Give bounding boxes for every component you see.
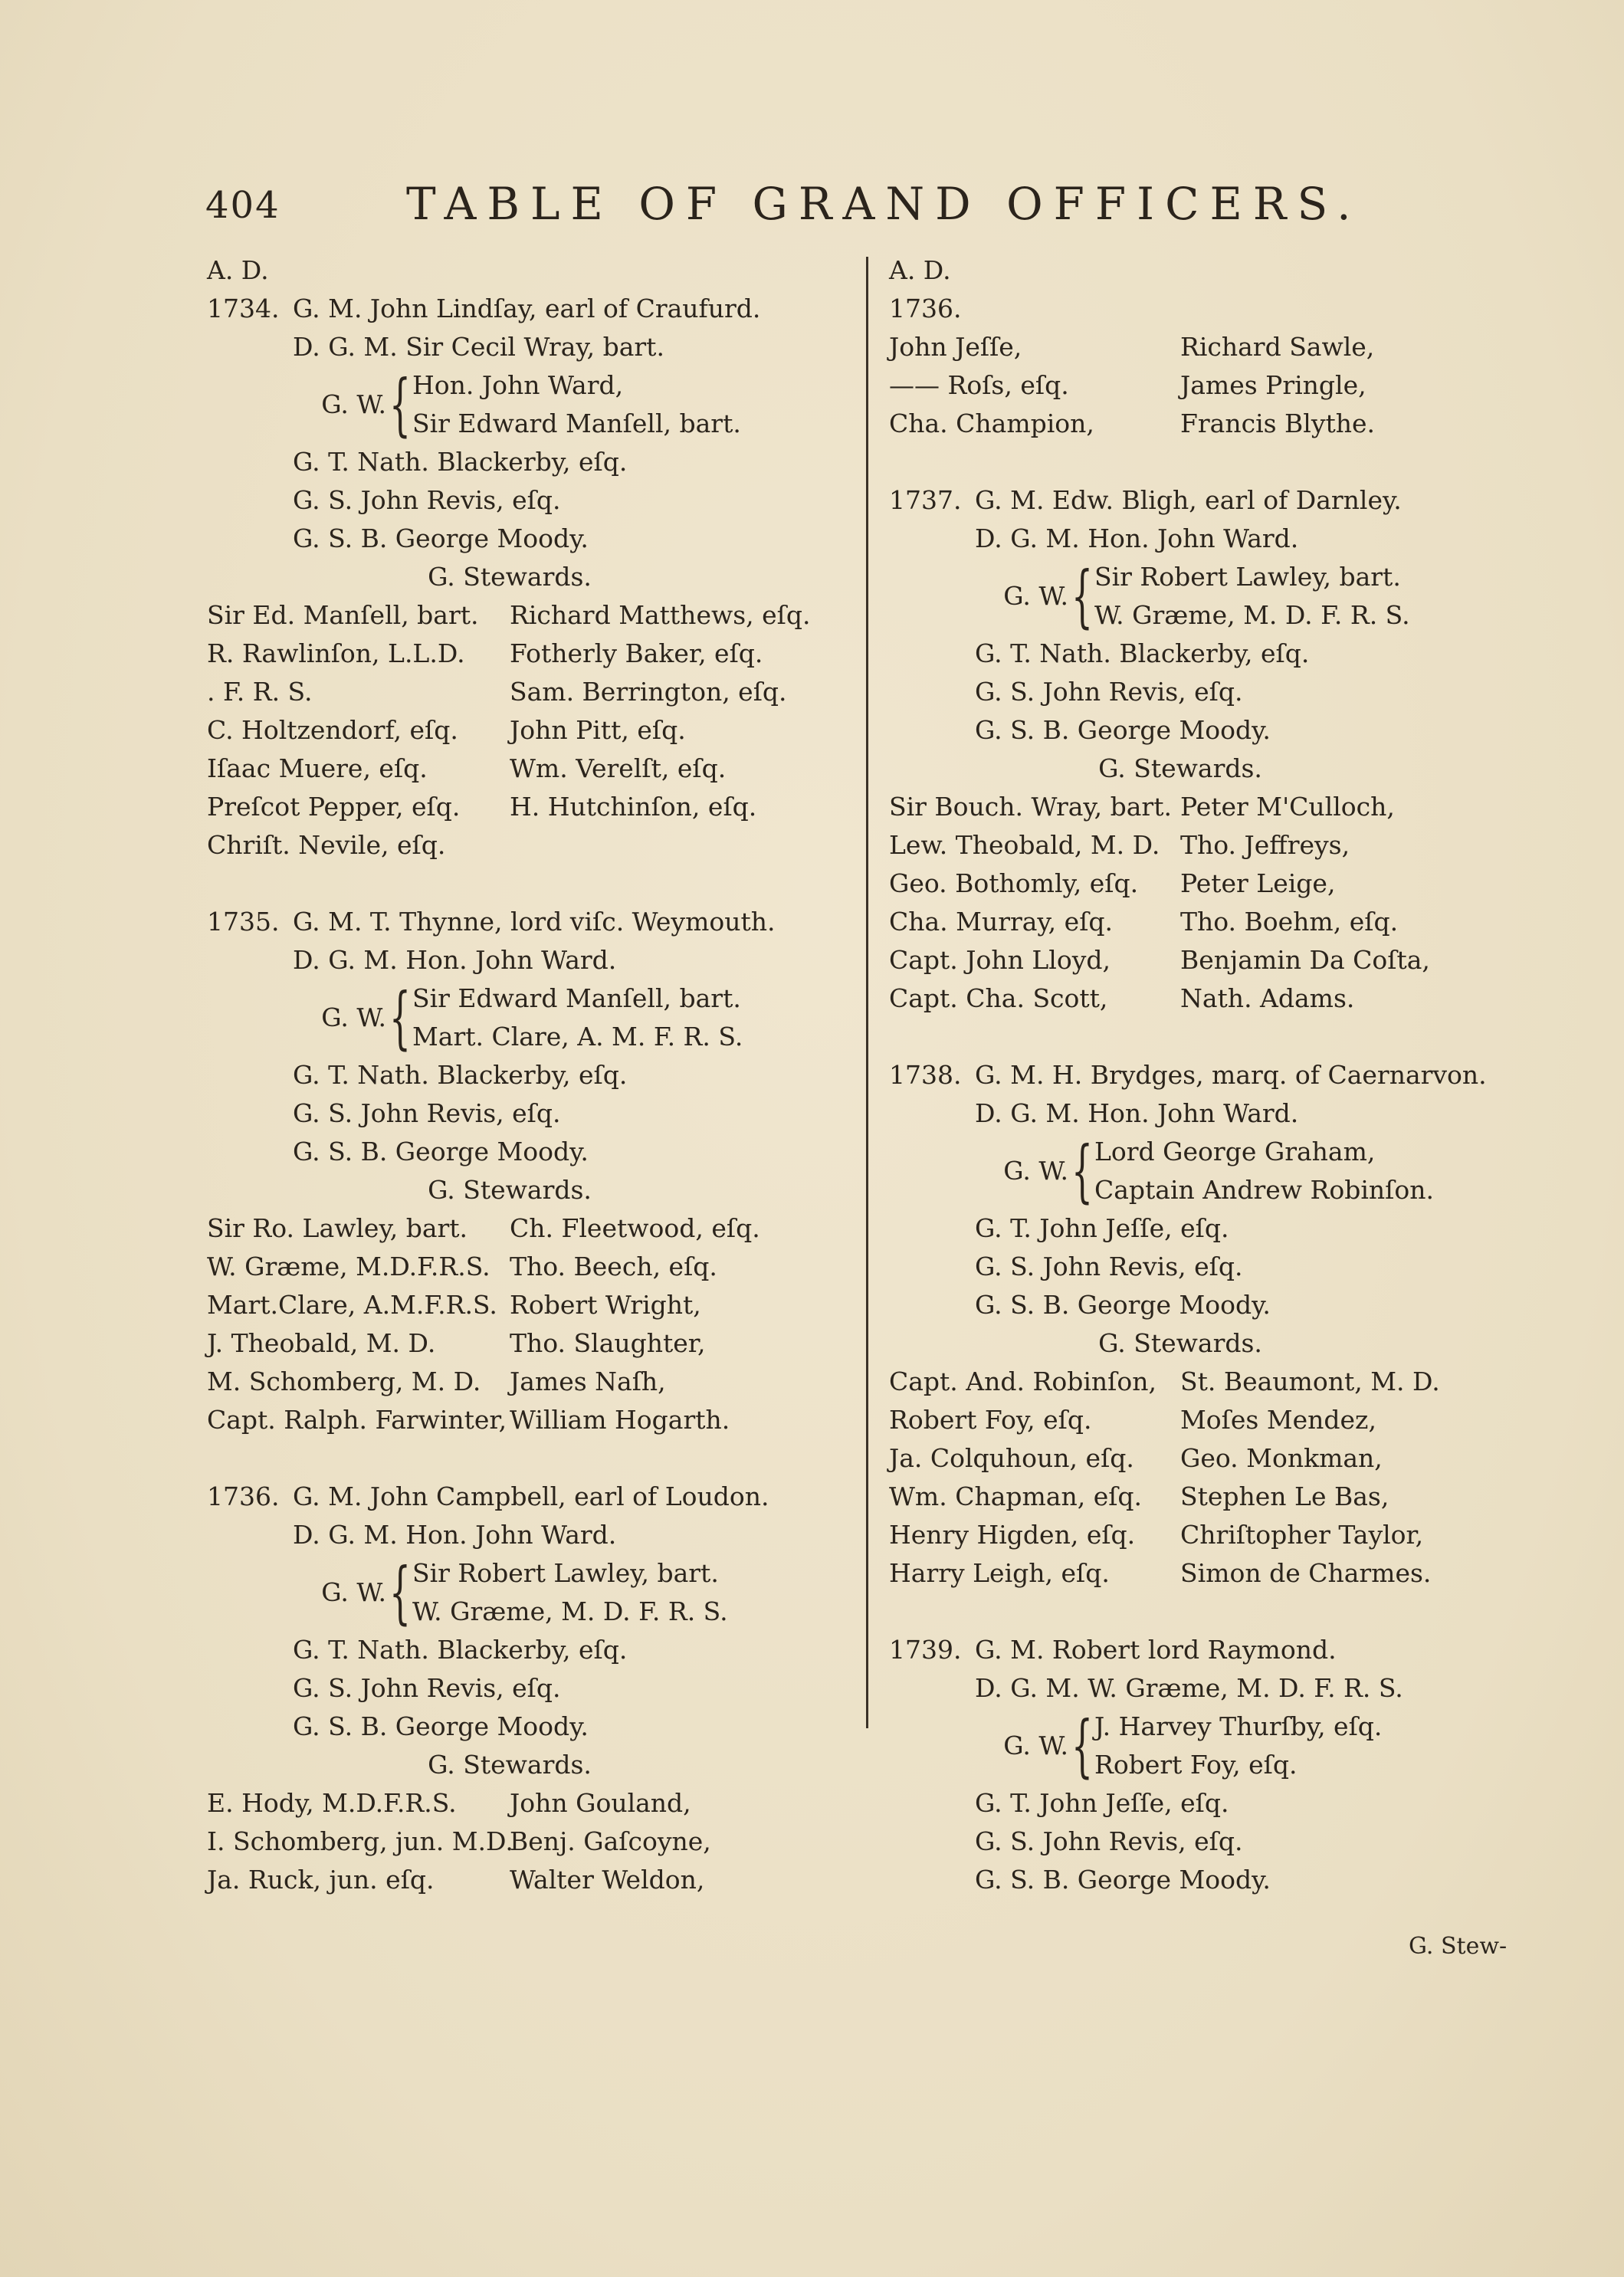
steward: Nath. Adams. [1180, 983, 1355, 1013]
steward: Tho. Boehm, eſq. [1180, 907, 1399, 937]
steward: Chriſt. Nevile, eſq. [207, 830, 446, 860]
grand-wardens-names [412, 1554, 728, 1631]
steward: Capt. Cha. Scott, [889, 983, 1108, 1013]
steward: Tho. Jeffreys, [1180, 830, 1350, 860]
warden-2: Robert Foy, eſq. [1094, 1750, 1298, 1780]
steward: Robert Foy, eſq. [889, 1405, 1092, 1435]
grand-wardens [889, 1708, 1471, 1784]
steward: Robert Wright, [510, 1290, 701, 1320]
grand-wardens [889, 1133, 1471, 1209]
year-1736-continued: 1736. [889, 294, 962, 323]
steward: Sir Bouch. Wray, bart. [889, 792, 1172, 822]
grand-wardens [207, 979, 812, 1056]
deputy-grand-master: D. G. M. Hon. John Ward. [975, 523, 1299, 553]
steward: Capt. Ralph. Farwinter, [207, 1405, 507, 1435]
warden-1: Sir Robert Lawley, bart. [412, 1558, 719, 1588]
warden-2: W. Græme, M. D. F. R. S. [412, 1596, 728, 1626]
grand-master: G. M. H. Brydges, marq. of Caernarvon. [975, 1060, 1487, 1090]
steward: Lew. Theobald, M. D. [889, 830, 1160, 860]
stewards-heading: G. Stewards. [428, 1750, 592, 1780]
grand-treasurer: G. T. John Jeſſe, eſq. [975, 1213, 1229, 1243]
steward: J. Theobald, M. D. [207, 1328, 436, 1358]
steward: M. Schomberg, M. D. [207, 1367, 481, 1396]
warden-2: Mart. Clare, A. M. F. R. S. [412, 1022, 743, 1052]
grand-wardens-label: G. W. [321, 1002, 386, 1032]
year-1735: 1735. [207, 907, 280, 937]
steward: Francis Blythe. [1180, 408, 1376, 438]
page-title: TABLE OF GRAND OFFICERS. [406, 178, 1362, 230]
grand-secretary: G. S. John Revis, eſq. [975, 1826, 1243, 1856]
grand-treasurer: G. T. Nath. Blackerby, eſq. [293, 447, 628, 477]
steward: Richard Sawle, [1180, 332, 1375, 362]
brace-icon: { [389, 365, 411, 444]
deputy-grand-master: D. G. M. Hon. John Ward. [975, 1098, 1299, 1128]
steward: Moſes Mendez, [1180, 1405, 1376, 1435]
steward: Henry Higden, eſq. [889, 1520, 1136, 1550]
steward: Cha. Murray, eſq. [889, 907, 1114, 937]
steward: Sir Ro. Lawley, bart. [207, 1213, 468, 1243]
steward: William Hogarth. [510, 1405, 730, 1435]
steward: Ch. Fleetwood, eſq. [510, 1213, 760, 1243]
steward: John Jeſſe, [889, 332, 1022, 362]
grand-wardens-names [1094, 558, 1410, 635]
warden-1: Sir Robert Lawley, bart. [1094, 562, 1401, 592]
brace-icon: { [1071, 1706, 1093, 1785]
grand-wardens-names [1094, 1133, 1434, 1209]
grand-treasurer: G. T. John Jeſſe, eſq. [975, 1788, 1229, 1818]
grand-wardens-label: G. W. [1003, 1731, 1068, 1760]
grand-wardens-label: G. W. [1003, 1156, 1068, 1186]
right-column [889, 251, 1487, 1899]
steward: St. Beaumont, M. D. [1180, 1367, 1440, 1396]
steward: Ja. Ruck, jun. eſq. [207, 1865, 435, 1895]
steward: Geo. Monkman, [1180, 1443, 1383, 1473]
warden-2: Captain Andrew Robinſon. [1094, 1175, 1435, 1205]
grand-wardens-names [412, 979, 743, 1056]
grand-sword-bearer: G. S. B. George Moody. [975, 1865, 1271, 1895]
steward: I. Schomberg, jun. M.D. [207, 1826, 513, 1856]
grand-treasurer: G. T. Nath. Blackerby, eſq. [293, 1060, 628, 1090]
grand-wardens-label: G. W. [321, 389, 386, 419]
steward [510, 826, 812, 865]
grand-sword-bearer: G. S. B. George Moody. [293, 1711, 589, 1741]
year-1737: 1737. [889, 485, 962, 515]
stewards-heading: G. Stewards. [428, 1175, 592, 1205]
steward: Walter Weldon, [510, 1865, 705, 1895]
column-divider [866, 257, 868, 1728]
year-1738: 1738. [889, 1060, 962, 1090]
steward: Geo. Bothomly, eſq. [889, 868, 1139, 898]
steward: E. Hody, M.D.F.R.S. [207, 1788, 457, 1818]
steward: Iſaac Muere, eſq. [207, 753, 428, 783]
steward: Richard Matthews, eſq. [510, 600, 811, 630]
steward: R. Rawlinſon, L.L.D. [207, 638, 465, 668]
warden-1: Sir Edward Manſell, bart. [412, 983, 741, 1013]
warden-1: Lord George Graham, [1094, 1137, 1376, 1166]
stewards-list [207, 596, 812, 865]
grand-wardens-label: G. W. [321, 1577, 386, 1607]
steward: Benj. Gaſcoyne, [510, 1826, 711, 1856]
grand-secretary: G. S. John Revis, eſq. [293, 1098, 561, 1128]
stewards-list [207, 1784, 812, 1899]
anno-domini-heading: A. D. [889, 255, 951, 285]
catchword: G. Stew- [1409, 1933, 1508, 1960]
stewards-list-continued [889, 328, 1471, 443]
grand-secretary: G. S. John Revis, eſq. [975, 677, 1243, 707]
steward: Stephen Le Bas, [1180, 1481, 1389, 1511]
grand-secretary: G. S. John Revis, eſq. [975, 1252, 1243, 1281]
steward: Tho. Slaughter, [510, 1328, 706, 1358]
steward: Chriſtopher Taylor, [1180, 1520, 1424, 1550]
grand-sword-bearer: G. S. B. George Moody. [975, 1290, 1271, 1320]
entry-1739-gm [889, 1631, 1471, 1669]
steward: John Pitt, eſq. [510, 715, 686, 745]
brace-icon: { [1071, 556, 1093, 635]
grand-wardens-label: G. W. [1003, 581, 1068, 611]
grand-master: G. M. Robert lord Raymond. [975, 1635, 1337, 1665]
warden-2: W. Græme, M. D. F. R. S. [1094, 600, 1410, 630]
steward: Tho. Beech, eſq. [510, 1252, 717, 1281]
stewards-list [889, 1363, 1471, 1593]
stewards-heading: G. Stewards. [1098, 753, 1262, 783]
anno-domini-heading: A. D. [207, 255, 269, 285]
entry-1736-gm [207, 1478, 812, 1516]
brace-icon: { [389, 978, 411, 1057]
year-1739: 1739. [889, 1635, 962, 1665]
year-1736: 1736. [207, 1481, 280, 1511]
grand-master: G. M. John Lindſay, earl of Craufurd. [293, 294, 761, 323]
grand-treasurer: G. T. Nath. Blackerby, eſq. [293, 1635, 628, 1665]
page-number: 404 [205, 184, 281, 227]
steward: Peter Leige, [1180, 868, 1336, 898]
grand-sword-bearer: G. S. B. George Moody. [293, 523, 589, 553]
steward: H. Hutchinſon, eſq. [510, 792, 757, 822]
grand-wardens [207, 1554, 812, 1631]
grand-treasurer: G. T. Nath. Blackerby, eſq. [975, 638, 1310, 668]
deputy-grand-master: D. G. M. W. Græme, M. D. F. R. S. [975, 1673, 1403, 1703]
steward: Harry Leigh, eſq. [889, 1558, 1110, 1588]
steward: W. Græme, M.D.F.R.S. [207, 1252, 490, 1281]
steward: Ja. Colquhoun, eſq. [889, 1443, 1134, 1473]
stewards-list [889, 788, 1471, 1018]
deputy-grand-master: D. G. M. Hon. John Ward. [293, 1520, 617, 1550]
deputy-grand-master: D. G. M. Hon. John Ward. [293, 945, 617, 975]
steward: Preſcot Pepper, eſq. [207, 792, 461, 822]
grand-sword-bearer: G. S. B. George Moody. [293, 1137, 589, 1166]
grand-master: G. M. T. Thynne, lord viſc. Weymouth. [293, 907, 776, 937]
grand-secretary: G. S. John Revis, eſq. [293, 1673, 561, 1703]
steward: C. Holtzendorf, eſq. [207, 715, 458, 745]
deputy-grand-master: D. G. M. Sir Cecil Wray, bart. [293, 332, 664, 362]
steward: John Gouland, [510, 1788, 691, 1818]
steward: Fotherly Baker, eſq. [510, 638, 763, 668]
steward: Capt. John Lloyd, [889, 945, 1111, 975]
grand-sword-bearer: G. S. B. George Moody. [975, 715, 1271, 745]
steward: Peter M'Culloch, [1180, 792, 1395, 822]
grand-wardens [207, 366, 812, 443]
left-column [207, 251, 812, 1899]
steward: Benjamin Da Coſta, [1180, 945, 1430, 975]
entry-1737-gm [889, 481, 1471, 520]
stewards-heading: G. Stewards. [1098, 1328, 1262, 1358]
brace-icon: { [389, 1553, 411, 1632]
entry-1738-gm [889, 1056, 1487, 1094]
steward: . F. R. S. [207, 677, 313, 707]
warden-1: J. Harvey Thurſby, eſq. [1094, 1711, 1383, 1741]
year-1734: 1734. [207, 294, 280, 323]
warden-1: Hon. John Ward, [412, 370, 624, 400]
grand-wardens [889, 558, 1471, 635]
grand-master: G. M. Edw. Bligh, earl of Darnley. [975, 485, 1402, 515]
grand-master: G. M. John Campbell, earl of Loudon. [293, 1481, 769, 1511]
steward: Wm. Verelſt, eſq. [510, 753, 727, 783]
steward: Simon de Charmes. [1180, 1558, 1432, 1588]
steward: Sam. Berrington, eſq. [510, 677, 787, 707]
steward: Sir Ed. Manſell, bart. [207, 600, 479, 630]
grand-wardens-names [1094, 1708, 1382, 1784]
stewards-heading: G. Stewards. [428, 562, 592, 592]
grand-secretary: G. S. John Revis, eſq. [293, 485, 561, 515]
brace-icon: { [1071, 1131, 1093, 1210]
entry-1734-gm [207, 290, 812, 328]
steward: —— Roſs, eſq. [889, 370, 1069, 400]
grand-wardens-names [412, 366, 741, 443]
warden-2: Sir Edward Manſell, bart. [412, 408, 741, 438]
steward: Mart.Clare, A.M.F.R.S. [207, 1290, 497, 1320]
steward: James Naſh, [510, 1367, 666, 1396]
steward: Cha. Champion, [889, 408, 1094, 438]
steward: Wm. Chapman, eſq. [889, 1481, 1143, 1511]
stewards-list [207, 1209, 812, 1439]
steward: James Pringle, [1180, 370, 1366, 400]
steward: Capt. And. Robinſon, [889, 1367, 1156, 1396]
entry-1735-gm [207, 903, 812, 941]
